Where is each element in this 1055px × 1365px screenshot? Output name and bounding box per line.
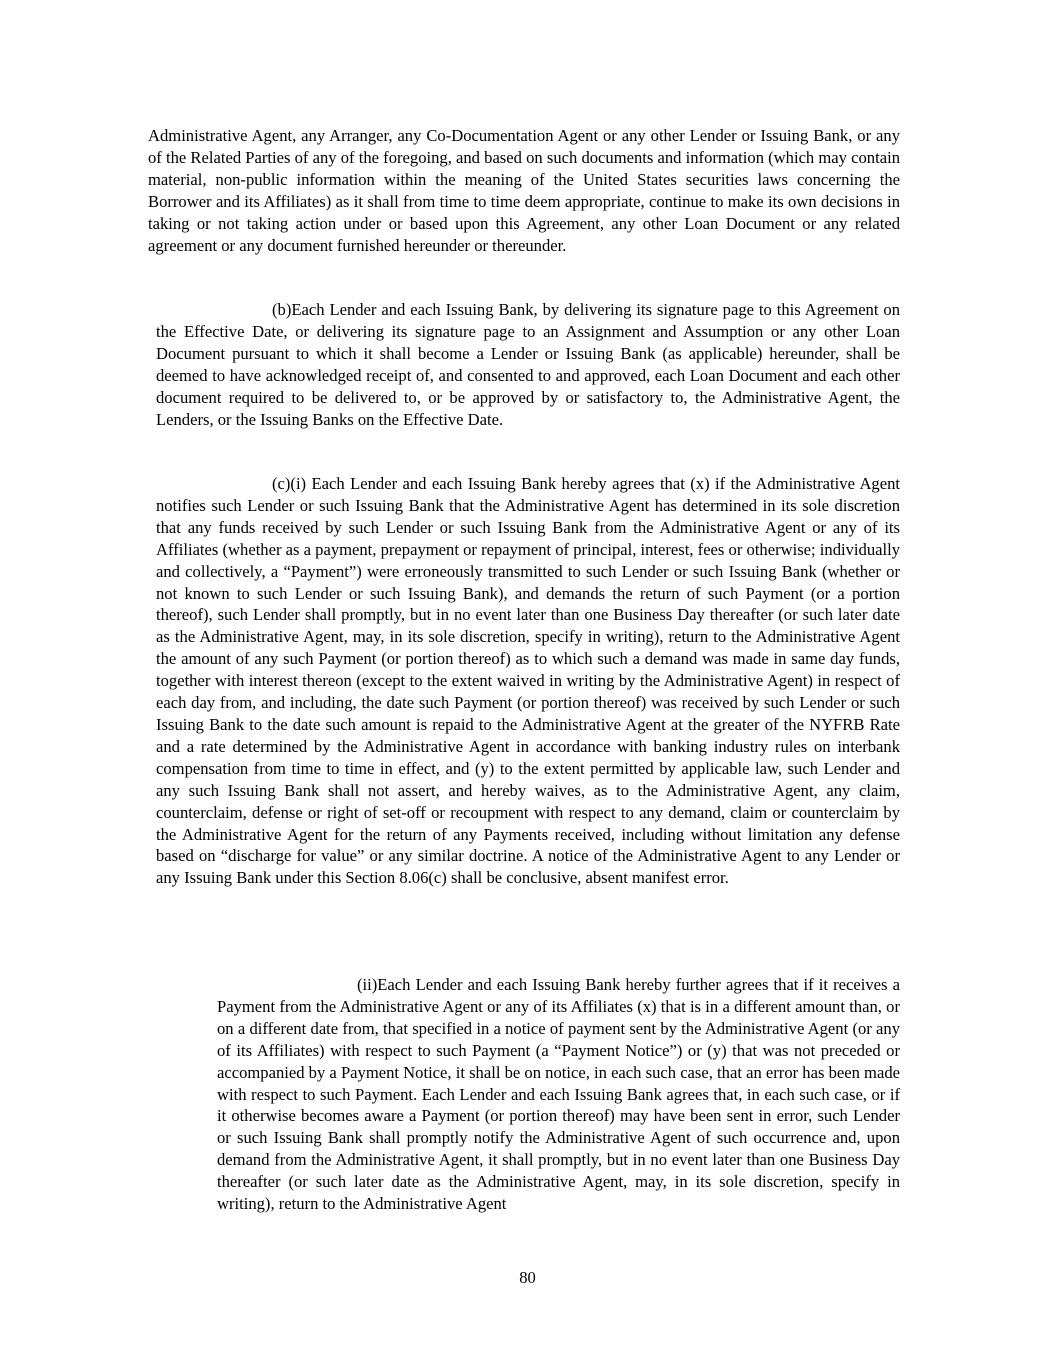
paragraph-c-label: (c) — [272, 474, 291, 493]
paragraph-c-ii — [217, 974, 900, 1215]
paragraph-c-ii-label: (ii) — [357, 975, 378, 994]
paragraph-c-ii-text: Each Lender and each Issuing Bank hereby further agrees that if it receives a Payment from the Administrative Agent or any of its Affiliates (x) that is in a different amount than, or on a different date from, that specified in a notice of payment sent by the Administrative Agent (or any of its Affiliates) with respect to such Payment (a “Payment Notice”) or (y) that was not preceded or accompanied by a Payment Notice, it shall be on notice, in each such case, that an error has been made with respect to such Payment. Each Lender and each Issuing Bank agrees that, in each such case, or if it otherwise becomes aware a Payment (or portion thereof) may have been sent in error, such Lender or such Issuing Bank shall promptly notify the Administrative Agent of such occurrence and, upon demand from the Administrative Agent, it shall promptly, but in no event later than one Business Day thereafter (or such later date as the Administrative Agent, may, in its sole discretion, specify in writing), return to the Administrative Agent — [217, 975, 900, 1214]
continuation-text: Administrative Agent, any Arranger, any Co-Documentation Agent or any other Lender or Issuing Bank, or any of the Related Parties of any of the foregoing, and based on such documents and information (which may contain material, non-public information within the meaning of the United States securities laws concerning the Borrower and its Affiliates) as it shall from time to time deem appropriate, continue to make its own decisions in taking or not taking action under or based upon this Agreement, any other Loan Document or any related agreement or any document furnished hereunder or thereunder. — [148, 126, 900, 255]
paragraph-c-text: (i) Each Lender and each Issuing Bank hereby agrees that (x) if the Administrative Agent notifies such Lender or such Issuing Bank that the Administrative Agent has determined in its sole discretion that any funds received by such Lender or such Issuing Bank from the Administrative Agent or any of its Affiliates (whether as a payment, prepayment or repayment of principal, interest, fees or otherwise; individually and collectively, a “Payment”) were erroneously transmitted to such Lender or such Issuing Bank (whether or not known to such Lender or such Issuing Bank), and demands the return of such Payment (or a portion thereof), such Lender shall promptly, but in no event later than one Business Day thereafter (or such later date as the Administrative Agent, may, in its sole discretion, specify in writing), return to the Administrative Agent the amount of any such Payment (or portion thereof) as to which such a demand was made in same day funds, together with interest thereon (except to the extent waived in writing by the Administrative Agent) in respect of each day from, and including, the date such Payment (or portion thereof) was received by such Lender or such Issuing Bank to the date such amount is repaid to the Administrative Agent at the greater of the NYFRB Rate and a rate determined by the Administrative Agent in accordance with banking industry rules on interbank compensation from time to time in effect, and (y) to the extent permitted by applicable law, such Lender and any such Issuing Bank shall not assert, and hereby waives, as to the Administrative Agent, any claim, counterclaim, defense or right of set-off or recoupment with respect to any demand, claim or counterclaim by the Administrative Agent for the return of any Payments received, including without limitation any defense based on “discharge for value” or any similar doctrine. A notice of the Administrative Agent to any Lender or any Issuing Bank under this Section 8.06(c) shall be conclusive, absent manifest error. — [156, 474, 900, 888]
continuation-paragraph — [148, 125, 900, 256]
page-number: 80 — [519, 1268, 536, 1287]
paragraph-b-text: Each Lender and each Issuing Bank, by delivering its signature page to this Agreement on the Effective Date, or delivering its signature page to an Assignment and Assumption or any other Loan Document pursuant to which it shall become a Lender or Issuing Bank (as applicable) hereunder, shall be deemed to have acknowledged receipt of, and consented to and approved, each Loan Document and each other document required to be delivered to, or be approved by or satisfactory to, the Administrative Agent, the Lenders, or the Issuing Banks on the Effective Date. — [156, 300, 900, 429]
paragraph-b — [156, 299, 900, 430]
paragraph-b-label: (b) — [272, 300, 292, 319]
paragraph-c — [156, 473, 900, 889]
